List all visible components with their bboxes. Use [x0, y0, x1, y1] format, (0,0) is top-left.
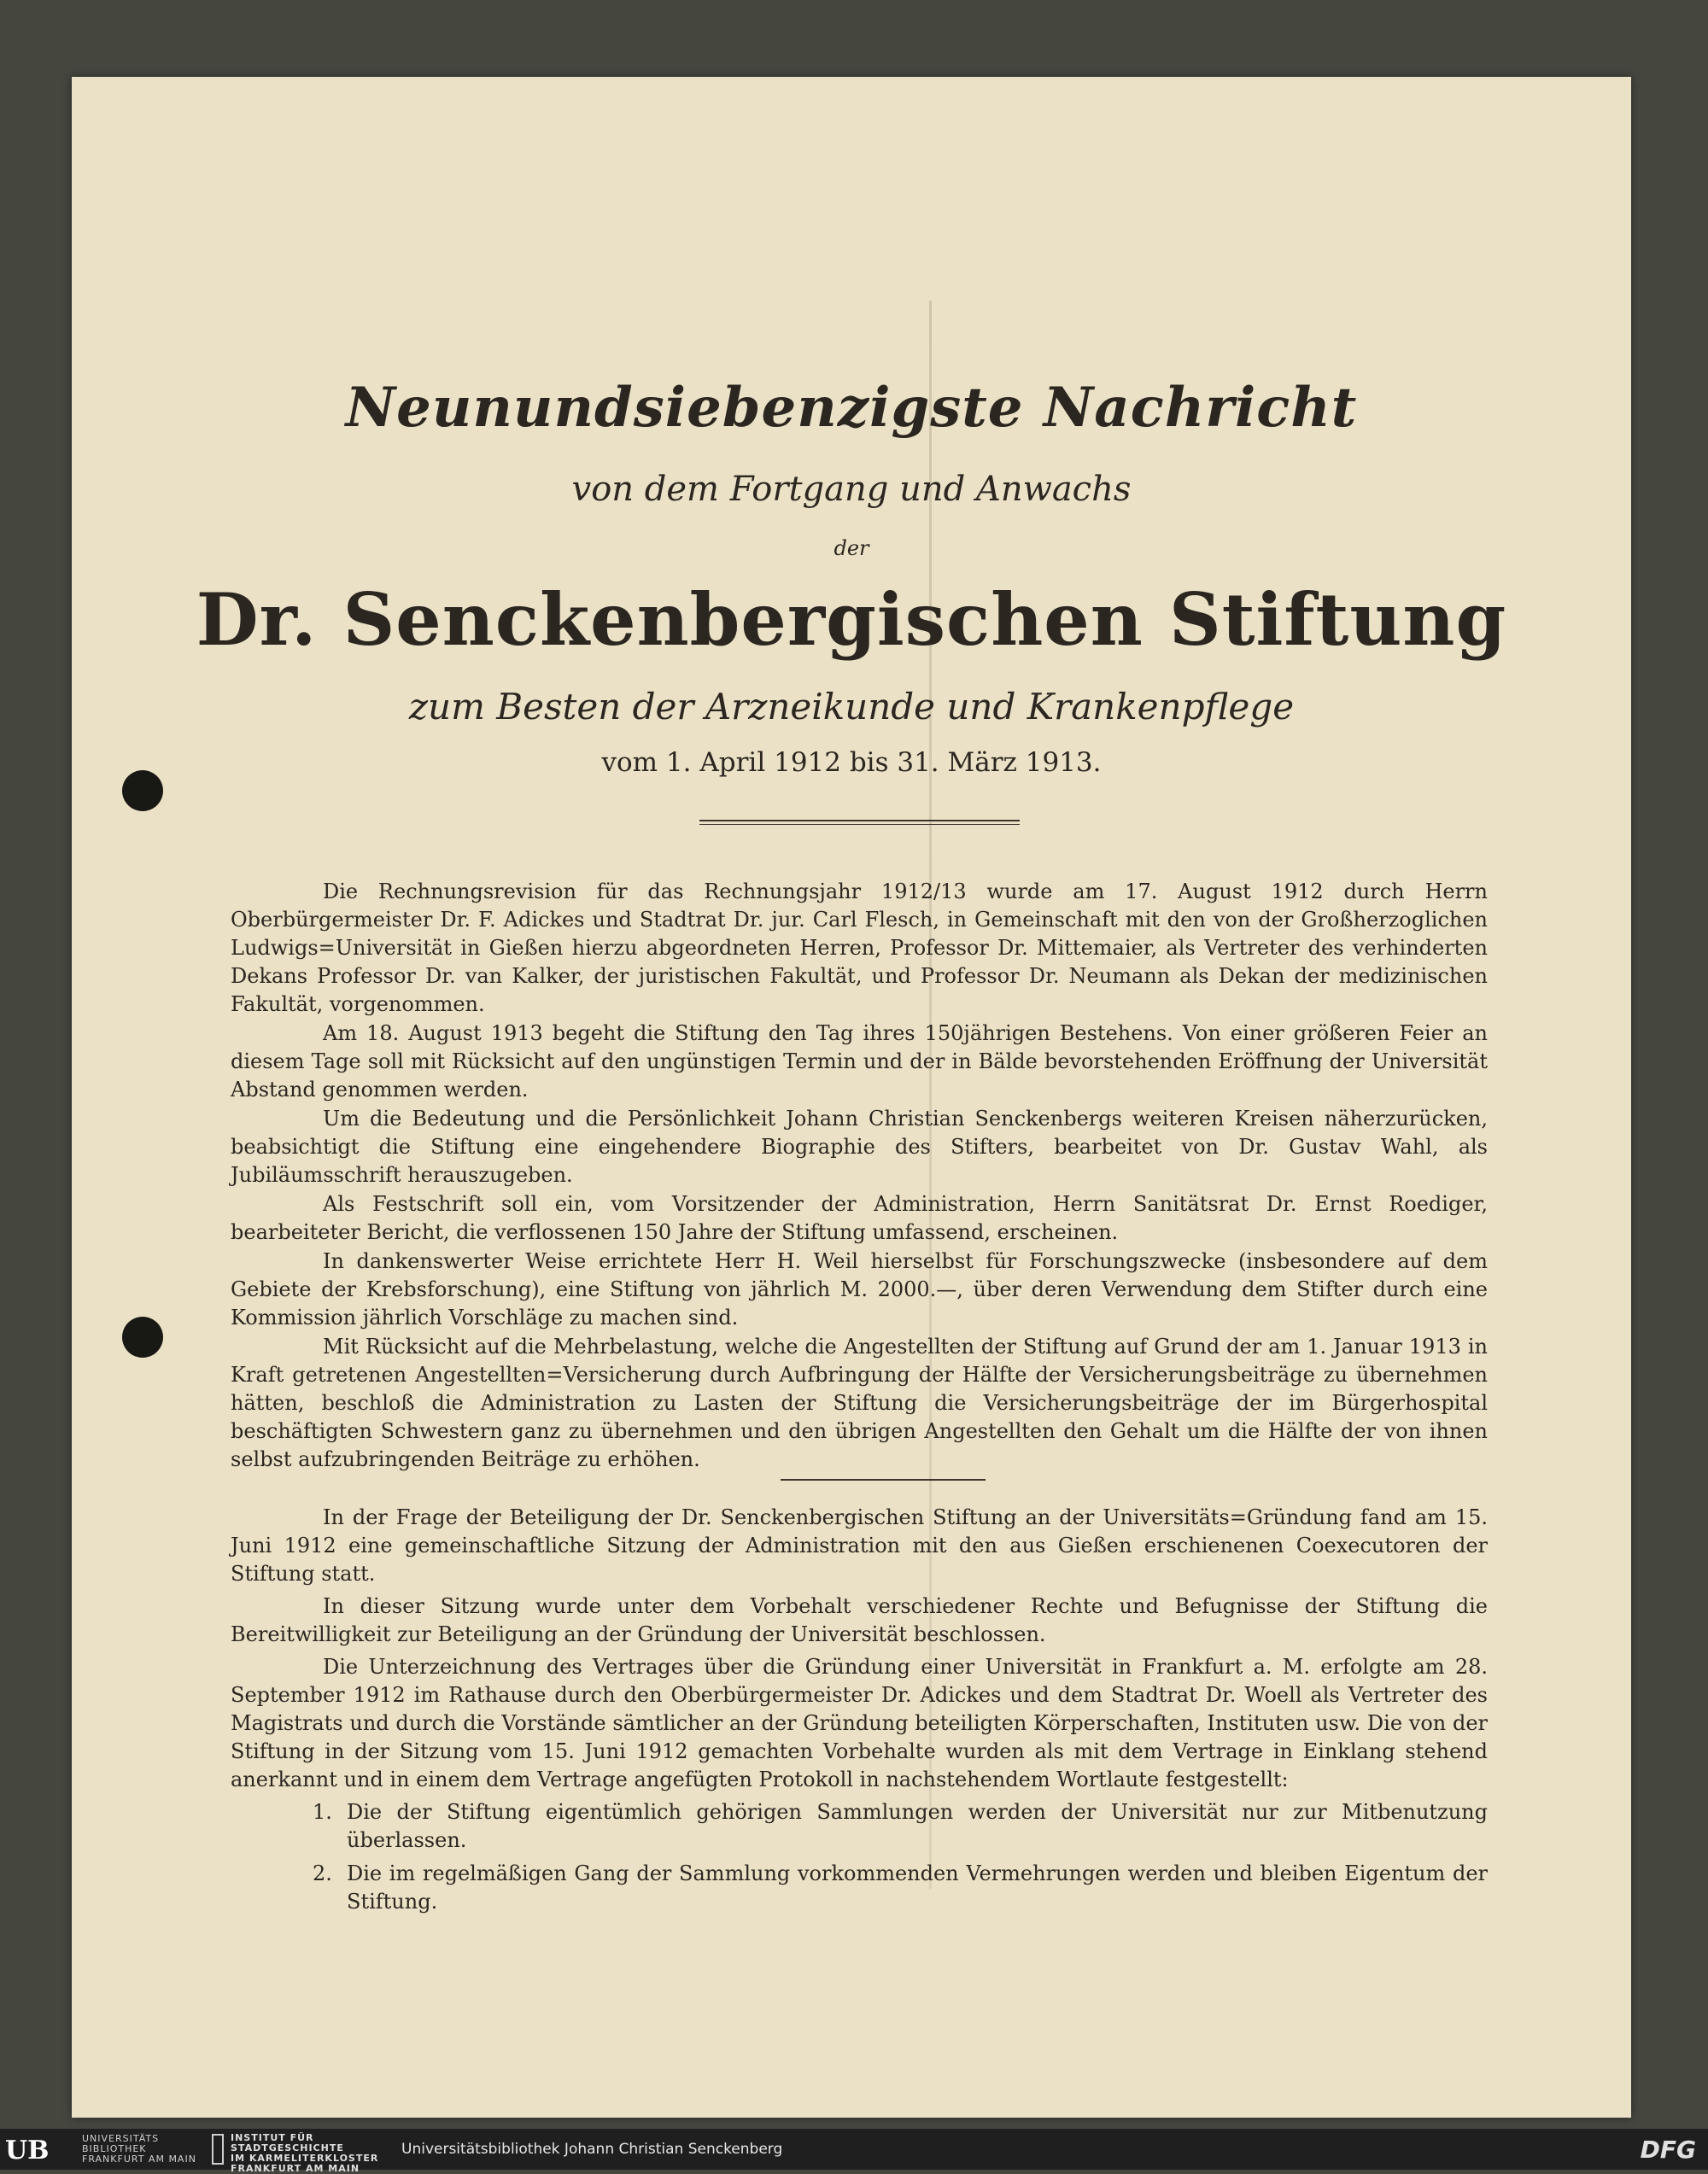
- title-line-1: Neunundsiebenzigste Nachricht: [345, 376, 1358, 440]
- library-name: Universitätsbibliothek Johann Christian Senckenberg: [401, 2141, 783, 2158]
- section-1: [231, 878, 1488, 1475]
- paragraph: Am 18. August 1913 begeht die Stiftung den Tag ihres 150jährigen Bestehens. Von einer größeren Feier an diesem Tage soll mit Rücksicht auf den ungünstigen Termin und der in Bälde bevorstehenden Eröffnung der Universität Abstand genommen werden.: [231, 1021, 1488, 1102]
- paragraph: In der Frage der Beteiligung der Dr. Senckenbergischen Stiftung an der Universitäts=Gründung fand am 15. Juni 1912 eine gemeinschaftliche Sitzung der Administration mit den aus Gießen erschienenen Coexecutoren der Stiftung statt.: [231, 1505, 1488, 1586]
- paragraph: Als Festschrift soll ein, vom Vorsitzender der Administration, Herrn Sanitätsrat Dr. Ernst Roediger, bearbeiteter Bericht, die verflossenen 150 Jahre der Stiftung umfassend, erscheinen.: [231, 1192, 1488, 1244]
- list-item: [231, 1798, 1488, 1855]
- paragraph: In dieser Sitzung wurde unter dem Vorbehalt verschiedener Rechte und Befugnisse der Stiftung die Bereitwilligkeit zur Beteiligung an der Gründung der Universität beschlossen.: [231, 1594, 1488, 1646]
- ub-logo[interactable]: UB: [5, 2136, 50, 2165]
- title-divider: [699, 820, 1020, 825]
- paragraph: In dankenswerter Weise errichtete Herr H. Weil hierselbst für Forschungszwecke (insbesondere auf dem Gebiete der Krebsforschung), eine Stiftung von jährlich M. 2000.—, über deren Verwendung dem Stifter durch eine Kommission jährlich Vorschläge zu machen sind.: [231, 1249, 1488, 1330]
- list-item-number: 1.: [313, 1800, 332, 1824]
- list-item: [231, 1860, 1488, 1916]
- title-line-5: zum Besten der Arzneikunde und Krankenpflege: [408, 686, 1295, 728]
- paragraph: Mit Rücksicht auf die Mehrbelastung, welche die Angestellten der Stiftung auf Grund der am 1. Januar 1913 in Kraft getretenen Angestellten=Versicherung durch Aufbringung der Hälfte der Versicherungsbeiträge zu übernehmen hätten, beschloß die Administration zu Lasten der Stiftung die Versicherungsbeiträge der im Bürgerhospital beschäftigten Schwestern ganz zu übernehmen und den übrigen Angestellten den Gehalt um die Hälfte der von ihnen selbst aufzubringenden Beiträge zu erhöhen.: [231, 1335, 1488, 1471]
- report-period: vom 1. April 1912 bis 31. März 1913.: [601, 747, 1102, 778]
- dfg-logo[interactable]: DFG: [1640, 2136, 1696, 2164]
- list-item-text: Die im regelmäßigen Gang der Sammlung vorkommenden Vermehrungen werden und bleiben Eigentum der Stiftung.: [347, 1861, 1488, 1914]
- section-2: [231, 1504, 1488, 1921]
- list-item-text: Die der Stiftung eigentümlich gehörigen Sammlungen werden der Universität nur zur Mitbenutzung überlassen.: [347, 1800, 1488, 1852]
- ub-sub-line: BIBLIOTHEK: [82, 2143, 147, 2154]
- punch-hole: [122, 770, 163, 811]
- list-item-number: 2.: [313, 1861, 332, 1885]
- protocol-list: [231, 1798, 1488, 1916]
- institute-line: STADTGESCHICHTE: [231, 2142, 344, 2154]
- paragraph: Die Rechnungsrevision für das Rechnungsjahr 1912/13 wurde am 17. August 1912 durch Herrn Oberbürgermeister Dr. F. Adickes und Stadtrat Dr. jur. Carl Flesch, in Gemeinschaft mit den von der Großherzoglichen Ludwigs=Universität in Gießen hierzu abgeordneten Herren, Professor Dr. Mittemaier, als Vertreter des verhinderten Dekans Professor Dr. van Kalker, der juristischen Fakultät, und Professor Dr. Neumann als Dekan der medizinischen Fakultät, vorgenommen.: [231, 880, 1488, 1016]
- foundation-name: Dr. Senckenbergischen Stiftung: [196, 577, 1507, 662]
- institute-line: FRANKFURT AM MAIN: [231, 2163, 360, 2174]
- title-line-2: von dem Fortgang und Anwachs: [571, 470, 1132, 509]
- ub-logo-subtitle: [82, 2134, 196, 2165]
- paragraph: Die Unterzeichnung des Vertrages über die Gründung einer Universität in Frankfurt a. M. erfolgte am 28. September 1912 im Rathause durch den Oberbürgermeister Dr. Adickes und dem Stadtrat Dr. Woell als Vertreter des Magistrats und durch die Vorstände sämtlicher an der Gründung beteiligten Körperschaften, Instituten usw. Die von der Stiftung in der Sitzung vom 15. Juni 1912 gemachten Vorbehalte wurden als mit dem Vertrage in Einklang stehend anerkannt und in einem dem Vertrage angefügten Protokoll in nachstehendem Wortlaute festgestellt:: [231, 1655, 1488, 1791]
- viewer-footer-bar: [0, 2129, 1708, 2174]
- title-line-3: der: [834, 536, 869, 560]
- ub-sub-line: FRANKFURT AM MAIN: [82, 2154, 196, 2165]
- paragraph: Um die Bedeutung und die Persönlichkeit Johann Christian Senckenbergs weiteren Kreisen näherzurücken, beabsichtigt die Stiftung eine eingehendere Biographie des Stifters, bearbeitet von Dr. Gustav Wahl, als Jubiläumsschrift herauszugeben.: [231, 1107, 1488, 1187]
- punch-hole: [122, 1317, 163, 1358]
- institute-line: IM KARMELITERKLOSTER: [231, 2153, 379, 2164]
- section-divider: [781, 1479, 986, 1481]
- institute-logo-icon: [212, 2134, 224, 2165]
- ub-sub-line: UNIVERSITÄTS: [82, 2133, 160, 2144]
- institute-logo[interactable]: [231, 2133, 378, 2174]
- document-page: [72, 77, 1631, 2118]
- institute-line: INSTITUT FÜR: [231, 2132, 314, 2143]
